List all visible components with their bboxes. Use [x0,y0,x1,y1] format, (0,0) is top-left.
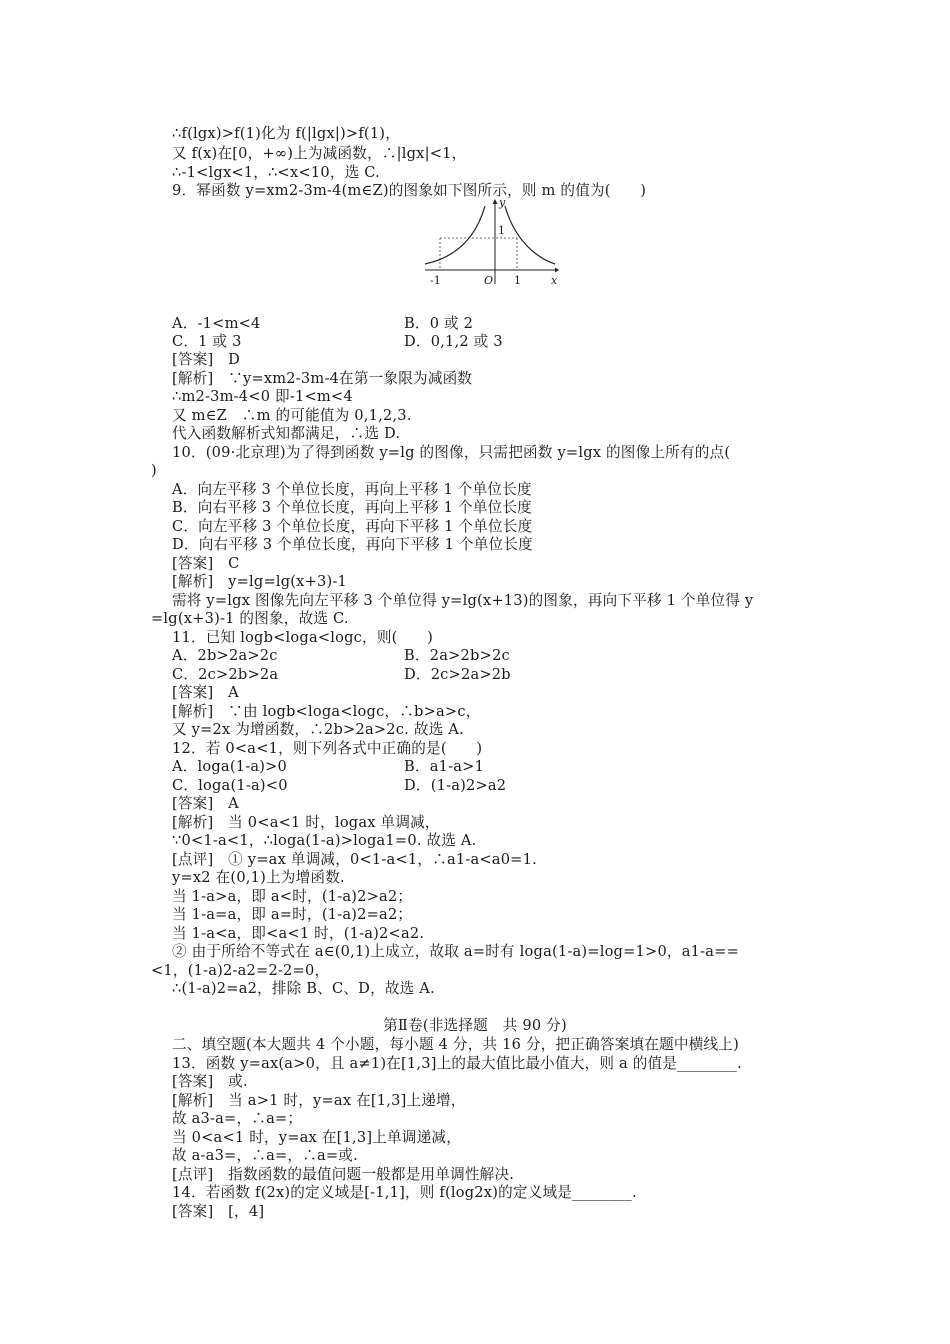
text-line [172,1054,742,1073]
text-line [172,498,532,517]
text-line [172,124,400,143]
text-line [172,1091,466,1110]
x-axis-label: x [551,274,558,287]
text-line [172,480,532,499]
text-line [172,1072,248,1091]
text-line-main: ∴-1<lgx<1，∴<x<10，选 C. [172,164,380,181]
text-line [172,369,472,388]
text-line [151,961,329,980]
text-line-main: ∴(1-a)2=a2，排除 B、C、D，故选 A. [172,980,435,997]
x-tick-neg-one: -1 [430,274,441,287]
text-line-main: D．向右平移 3 个单位长度，再向下平移 1 个单位长度 [172,536,533,553]
text-line [172,314,474,333]
text-line-main: [答案] A [172,684,239,701]
text-line-main: 又 m∈Z ∴m 的可能值为 0,1,2,3. [172,407,412,424]
text-line-main: ∵0<1-a<1，∴loga(1-a)>loga1=0. 故选 A. [172,832,477,849]
text-line [172,1202,264,1221]
text-line-option-right: B．0 或 2 [404,315,474,332]
text-line [172,591,753,610]
text-line [172,813,440,832]
y-tick-one: 1 [498,224,505,237]
text-line-main: 需将 y=lgx 图像先向左平移 3 个单位得 y=lg(x+13)的图象，再向下平移 1 个单位得 y [172,592,754,609]
text-line [172,572,347,591]
text-line-main: 9．幂函数 y=xm2-3m-4(m∈Z)的图象如下图所示，则 m 的值为( ) [172,182,647,199]
text-line [172,924,424,943]
text-line-main: [解析] y=lg=lg(x+3)-1 [172,573,348,590]
text-line-main: =lg(x+3)-1 的图象，故选 C. [151,610,349,627]
text-line-main: [点评] ① y=ax 单调减，0<1-a<1，∴a1-a<a0=1. [172,851,537,868]
text-line [172,1035,739,1054]
text-line [172,535,533,554]
text-line-main: C．向左平移 3 个单位长度，再向下平移 1 个单位长度 [172,518,533,535]
text-line [172,424,400,443]
text-line-main: C．2c>2b>2a [172,666,279,683]
text-line [172,163,380,182]
text-line-main: A．向左平移 3 个单位长度，再向上平移 1 个单位长度 [172,481,532,498]
text-line [172,1109,302,1128]
text-line-option-right: B．a1-a>1 [404,758,485,775]
text-line-main: 11．已知 logb<loga<logc，则( ) [172,629,434,646]
text-line [172,887,412,906]
text-line-main: [解析] 当 0<a<1 时，logax 单调减， [172,814,440,831]
text-line-main: 代入函数解析式知都满足，∴选 D. [172,425,401,442]
text-line [172,979,435,998]
text-line [172,144,466,163]
text-line-main: A．2b>2a>2c [172,647,278,664]
text-line [172,387,353,406]
text-line [151,609,349,628]
text-line-main: [答案] 或. [172,1073,248,1090]
text-line-main: <1，(1-a)2-a2=2-2=0， [151,962,330,979]
text-line [172,720,464,739]
text-line-main: 当 1-a<a，即<a<1 时，(1-a)2<a2. [172,925,425,942]
text-line-main: [答案] D [172,351,241,368]
text-line-main: 当 1-a=a，即 a=时，(1-a)2=a2； [172,906,413,923]
text-line [172,517,532,536]
text-line-main: 14．若函数 f(2x)的定义域是[-1,1]，则 f(log2x)的定义域是________. [172,1184,637,1201]
text-line-main: [解析] ∵由 logb<loga<logc，∴b>a>c， [172,703,481,720]
text-line [172,868,345,887]
x-axis-arrow [555,268,559,273]
power-function-graph [423,196,559,288]
text-line [172,757,485,776]
text-line [172,628,433,647]
text-line [172,443,730,462]
text-line-main: A．loga(1-a)>0 [172,758,288,775]
text-line-main: A．-1<m<4 [172,315,261,332]
text-line [172,332,503,351]
text-line-option-right: D．0,1,2 或 3 [404,333,503,350]
text-line [172,665,511,684]
text-line-main: C．loga(1-a)<0 [172,777,288,794]
text-line [151,461,157,480]
x-tick-one: 1 [514,274,521,287]
text-line [172,850,537,869]
text-line-main: 当 1-a>a，即 a<时，(1-a)2>a2； [172,888,413,905]
text-line-main: 二、填空题(本大题共 4 个小题，每小题 4 分，共 16 分，把正确答案填在题中横线上) [172,1036,739,1053]
text-line [172,350,240,369]
text-line-main: ∴f(lgx)>f(1)化为 f(|lgx|)>f(1)， [172,125,400,142]
text-line [172,739,482,758]
text-line [172,702,481,721]
text-line [172,683,239,702]
text-line [172,1165,514,1184]
y-axis-label: y [499,196,506,209]
text-line-option-right: D．(1-a)2>a2 [404,777,507,794]
text-line [172,554,240,573]
text-line-main: 故 a-a3=，∴a=，∴a=或. [172,1147,358,1164]
text-line [172,794,239,813]
text-line-main: 13．函数 y=ax(a>0，且 a≠1)在[1,3]上的最大值比最小值大，则 a 的值是________. [172,1055,742,1072]
text-line-main: ) [151,462,157,479]
text-line [172,831,477,850]
text-line [172,1183,637,1202]
text-line-main: 故 a3-a=，∴a=； [172,1110,303,1127]
text-line [172,406,412,425]
section-title: 第Ⅱ卷(非选择题 共 90 分) [383,1017,567,1034]
curve-left-branch [425,206,485,264]
text-line-option-right: D．2c>2a>2b [404,666,511,683]
text-line-main: 12．若 0<a<1，则下列各式中正确的是( ) [172,740,483,757]
text-line-main: [点评] 指数函数的最值问题一般都是用单调性解决. [172,1166,515,1183]
text-line [172,942,739,961]
text-line [172,905,412,924]
text-line [172,181,646,200]
text-line-main: [答案] A [172,795,239,812]
text-line-main: ∴m2-3m-4<0 即-1<m<4 [172,388,353,405]
y-axis-arrow [493,199,498,204]
text-line-main: [解析] 当 a>1 时，y=ax 在[1,3]上递增， [172,1092,466,1109]
text-line [172,646,510,665]
origin-label: O [484,274,494,287]
text-line-main: [答案] [，4] [172,1203,265,1220]
text-line-main: C．1 或 3 [172,333,242,350]
text-line [172,1128,461,1147]
text-line [172,1146,358,1165]
text-line-main: 当 0<a<1 时，y=ax 在[1,3]上单调递减， [172,1129,461,1146]
text-line [172,776,507,795]
text-line-main: [答案] C [172,555,240,572]
text-line-main: ② 由于所给不等式在 a∈(0,1)上成立，故取 a=时有 loga(1-a)=log=1>0，a1-a== [172,943,739,960]
text-line-main: y=x2 在(0,1)上为增函数. [172,869,345,886]
text-line-main: B．向右平移 3 个单位长度，再向上平移 1 个单位长度 [172,499,532,516]
text-line-main: 10．(09·北京理)为了得到函数 y=lg 的图像，只需把函数 y=lgx 的图像上所有的点( [172,444,731,461]
curve-right-branch [505,206,555,264]
text-line-main: 又 y=2x 为增函数，∴2b>2a>2c. 故选 A. [172,721,464,738]
text-line-main: 又 f(x)在[0，+∞)上为减函数，∴|lgx|<1， [172,145,467,162]
text-line-main: [解析] ∵y=xm2-3m-4在第一象限为减函数 [172,370,473,387]
text-line-option-right: B．2a>2b>2c [404,647,510,664]
